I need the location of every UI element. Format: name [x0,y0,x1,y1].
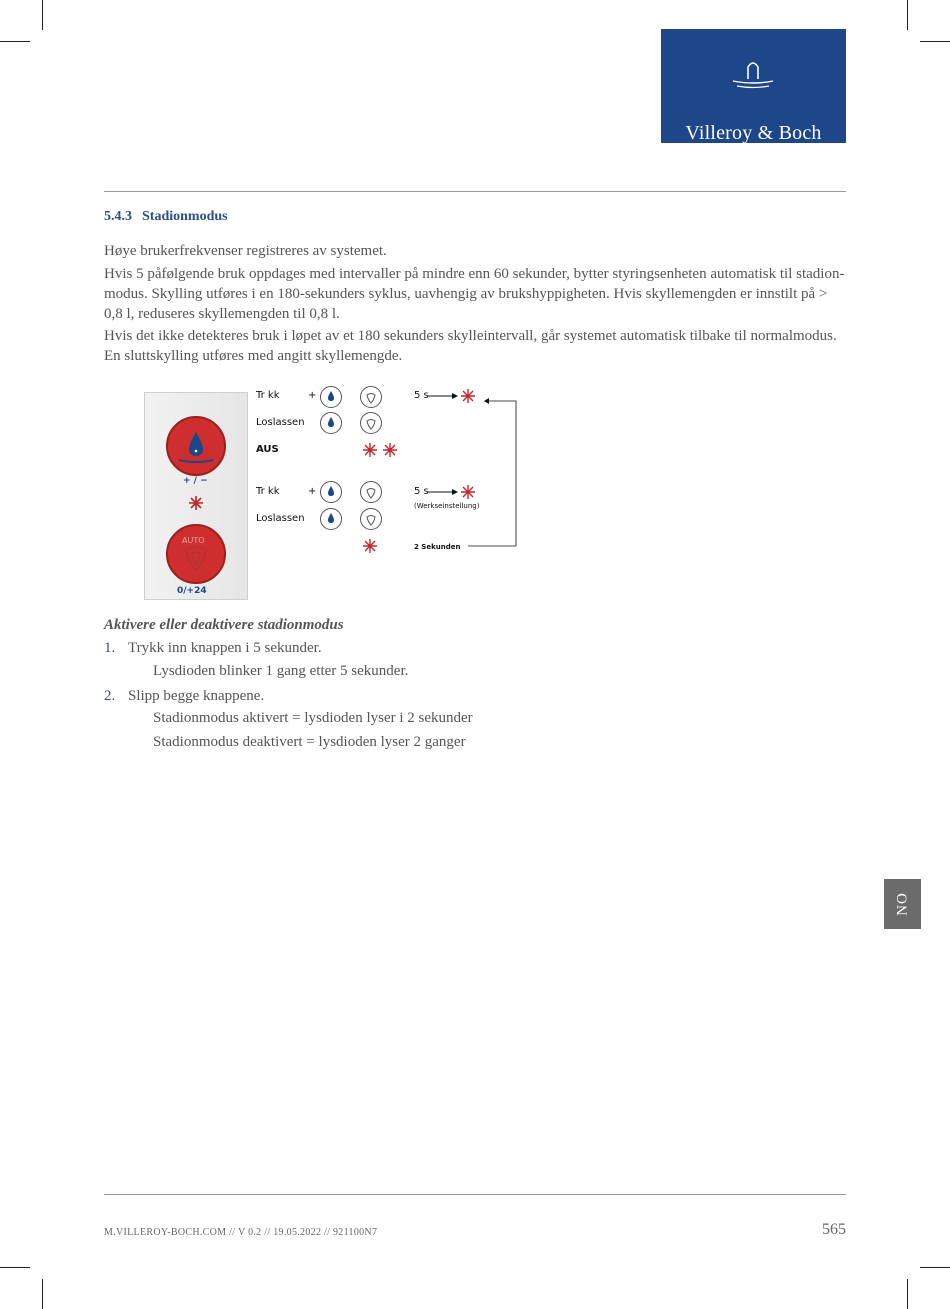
language-code: NO [894,892,910,916]
section-title [104,209,228,225]
crop-mark [42,0,43,30]
crop-mark [0,1267,30,1268]
step-detail: Stadionmodus aktivert = lysdioden lyser i 2 sekunder [153,710,473,726]
stadium-mode-diagram [143,386,523,600]
flush-button-mini [320,386,342,408]
crop-mark [907,1279,908,1309]
arrow-right-icon [428,487,460,497]
arrow-right-icon [428,391,460,401]
header-rule [104,191,846,192]
step-number: 2. [104,688,116,704]
language-tab [884,879,921,929]
flush-button-mini [320,508,342,530]
crop-mark [907,0,908,30]
brand-underline [683,144,824,145]
factory-setting-note: (Werkseinstellung) [414,502,480,510]
crop-mark [920,1267,950,1268]
control-panel [144,392,248,600]
plus-sign: + [308,390,317,401]
auto-button-mini [360,412,382,434]
footer-info: M.VILLEROY-BOCH.COM // V 0.2 // 19.05.2022 // 921100N7 [104,1227,378,1238]
time-label: 5 s [414,390,429,401]
auto-sensor-icon [361,413,381,433]
water-drop-icon [321,413,341,433]
crop-mark [42,1279,43,1309]
fountain-icon [723,49,783,93]
step-item [104,688,264,705]
step-text: Trykk inn knappen i 5 sekunder. [128,640,322,656]
subsection-title: Aktivere eller deaktivere stadionmodus [104,617,344,633]
water-drop-icon [321,509,341,529]
plus-sign: + [308,486,317,497]
row-label-press: Tr kk [256,390,280,401]
paragraph: Høye brukerfrekvenser registreres av systemet. [104,243,387,259]
water-drop-icon [321,387,341,407]
count-label: 0/+24 [177,586,207,596]
crop-mark [920,41,950,42]
auto-button-label: AUTO [182,536,205,545]
two-seconds-label: 2 Sekunden [414,543,461,551]
flush-button-mini [320,412,342,434]
row-label-off: AUS [256,444,279,455]
row-label-release: Loslassen [256,513,305,524]
water-drop-icon [168,418,224,474]
auto-sensor-icon [361,482,381,502]
led-blink-icon [363,443,377,457]
crop-mark [0,41,30,42]
led-blink-icon [363,539,377,553]
flush-volume-button [166,416,226,476]
row-label-press: Tr kk [256,486,280,497]
auto-sensor-icon [361,387,381,407]
paragraph: Hvis det ikke detekteres bruk i løpet av et 180 sekunders skylleintervall, går systemet automatisk tilbake til normalmodus. En sluttskylling utføres med angitt skyllemengde. [104,328,837,364]
brand-logo [661,29,846,157]
time-label: 5 s [414,486,429,497]
row-label-release: Loslassen [256,417,305,428]
step-detail: Lysdioden blinker 1 gang etter 5 sekunder. [153,663,409,679]
auto-button-mini [360,386,382,408]
water-drop-icon [321,482,341,502]
step-item [104,640,322,657]
auto-sensor-icon [168,526,224,582]
auto-button [166,524,226,584]
led-blink-icon [383,443,397,457]
auto-button-mini [360,508,382,530]
plus-minus-label: + / − [183,476,208,486]
section-number: 5.4.3 [104,209,132,224]
paragraph: Hvis 5 påfølgende bruk oppdages med intervaller på mindre enn 60 sekunder, bytter styringsenheten automatisk til stadion-modus. Skylling utføres i en 180-sekunders syklus, uavhengig av brukshyppigheten. Hvis skyllemengden er innstilt på > 0,8 l, reduseres skyllemengden til 0,8 l. [104,266,845,322]
brand-year: 1748 [739,148,768,157]
auto-sensor-icon [361,509,381,529]
auto-button-mini [360,481,382,503]
step-text: Slipp begge knappene. [128,688,265,704]
footer-rule [104,1194,846,1195]
step-number: 1. [104,640,116,656]
loop-arrow [463,391,523,561]
page-number: 565 [822,1221,846,1238]
section-title-text: Stadionmodus [142,209,228,224]
brand-name: Villeroy & Boch [685,122,822,144]
led-blink-icon [188,495,204,511]
step-detail: Stadionmodus deaktivert = lysdioden lyser 2 ganger [153,734,466,750]
flush-button-mini [320,481,342,503]
